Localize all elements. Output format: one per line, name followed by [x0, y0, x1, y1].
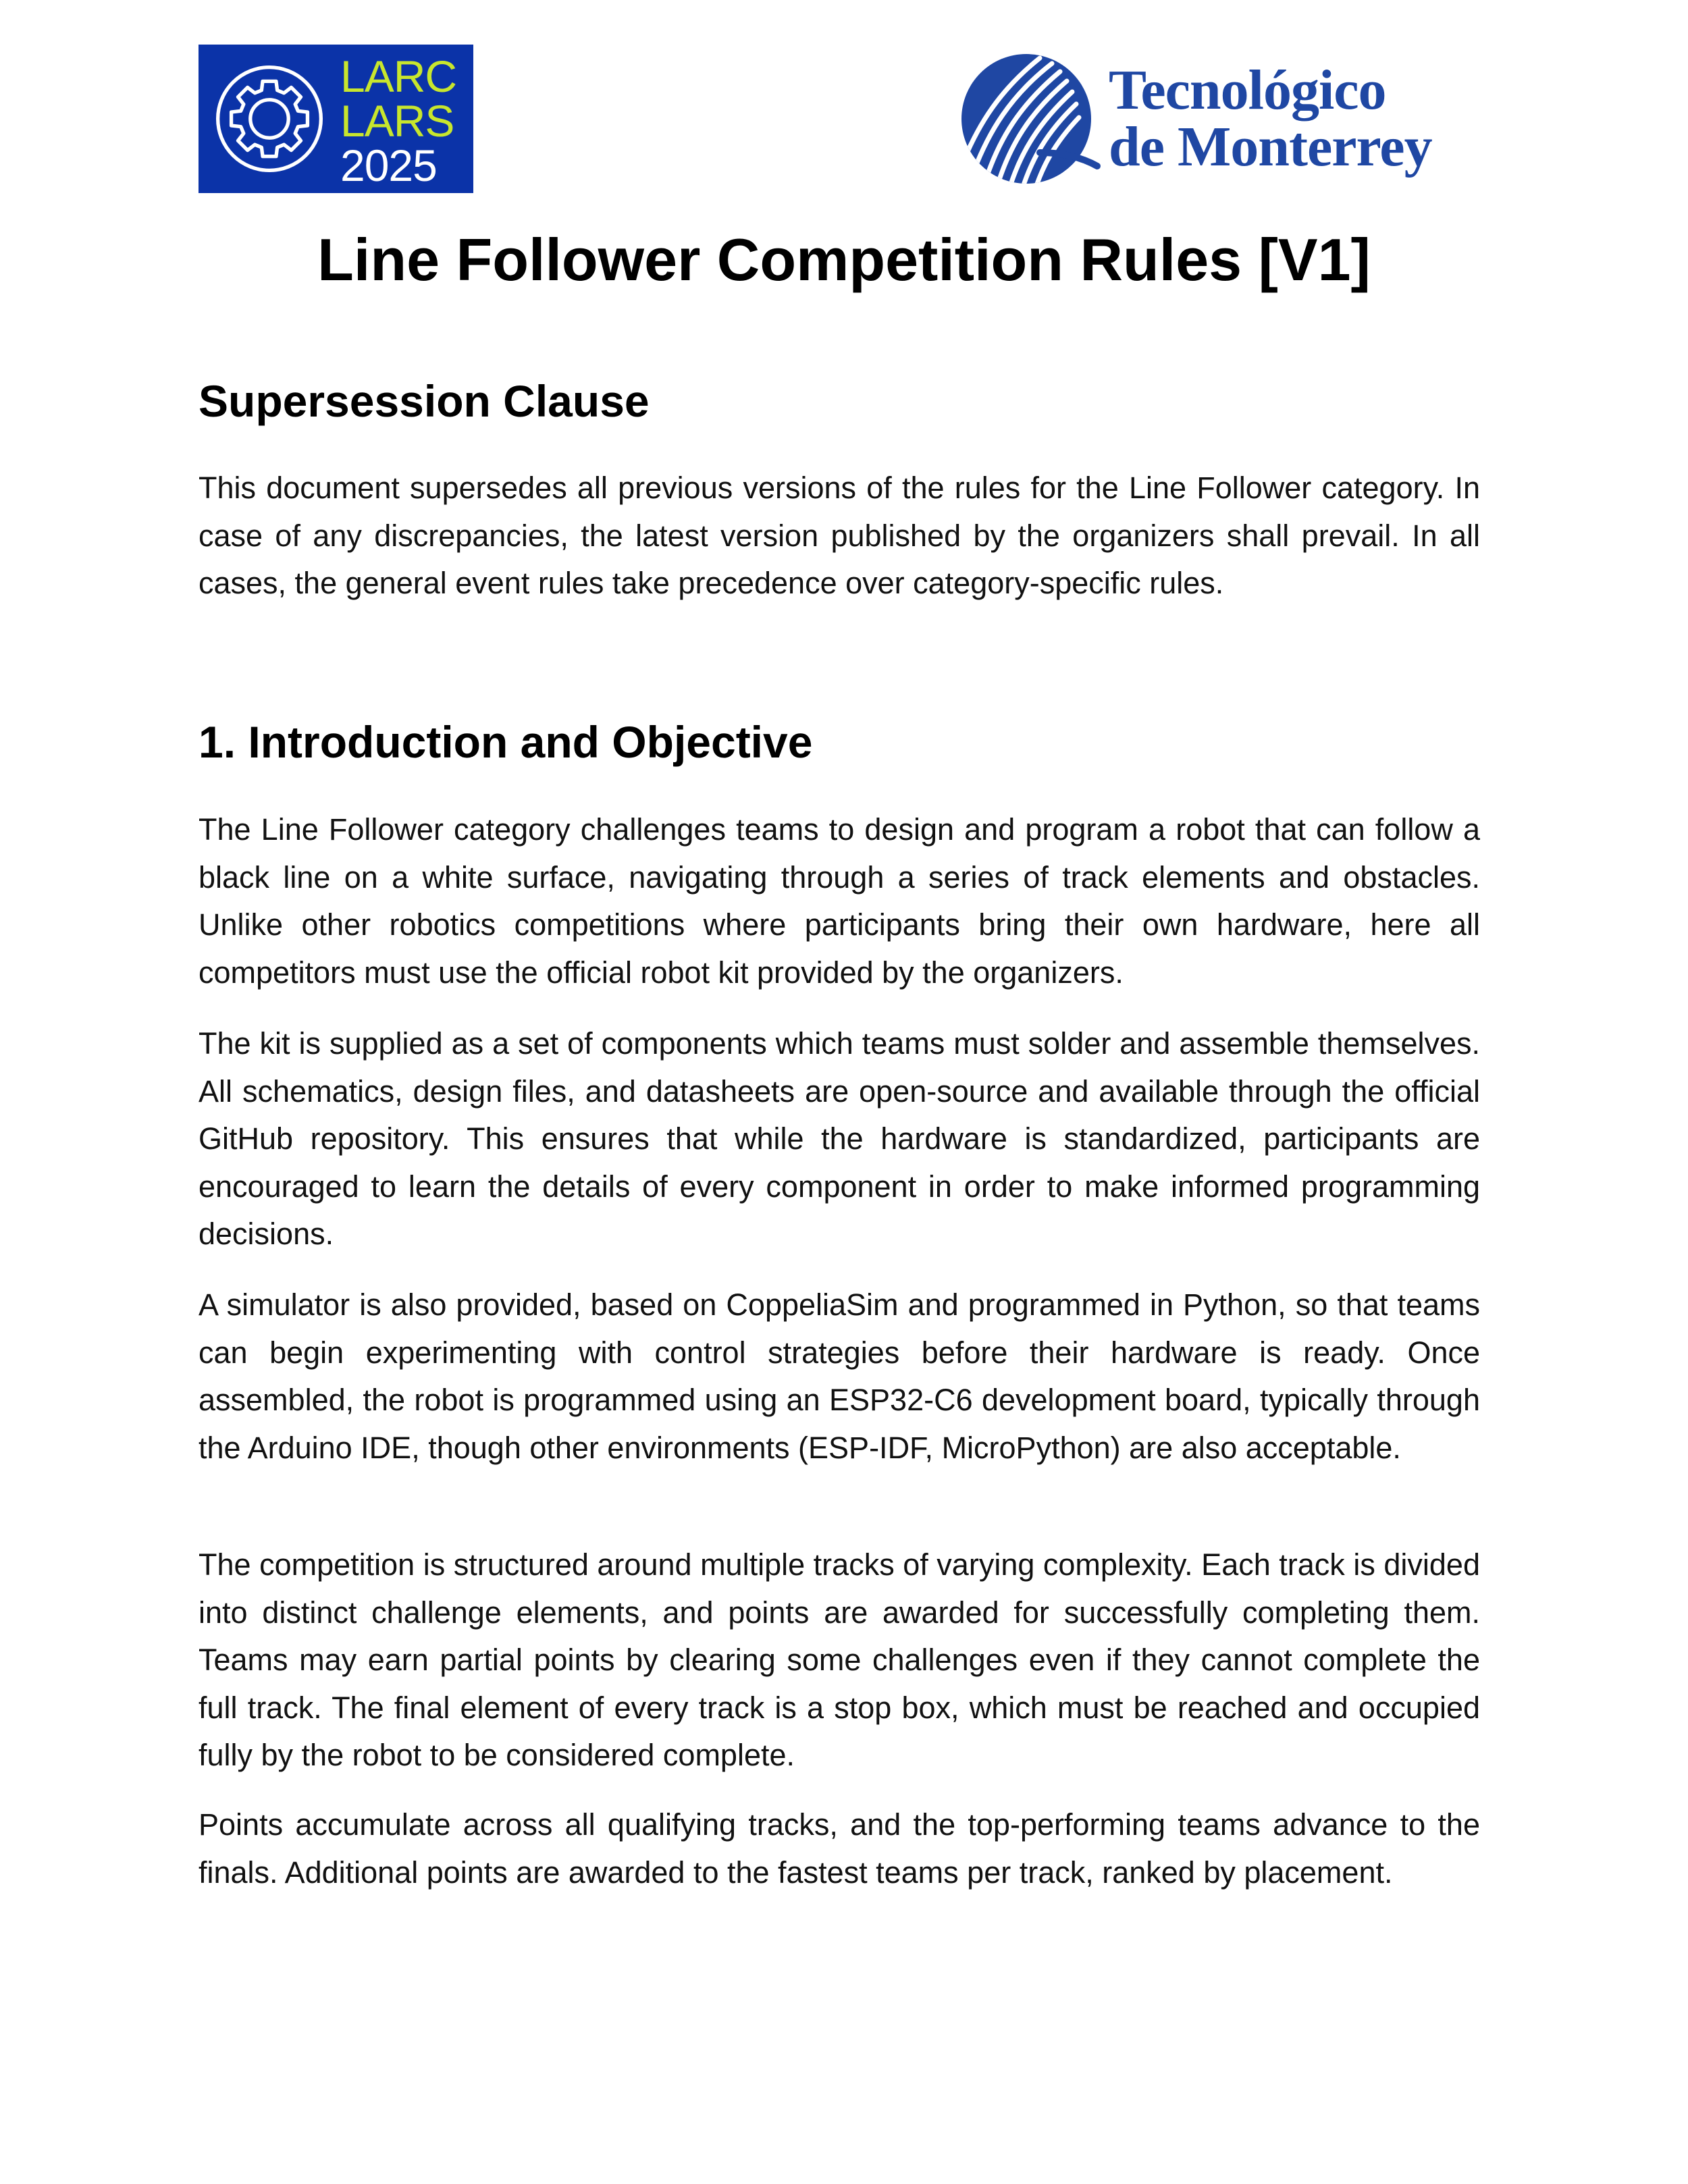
larc-logo-line1: LARC [340, 51, 457, 101]
larc-lars-2025-logo [199, 45, 473, 193]
introduction-paragraph-2: The kit is supplied as a set of components which teams must solder and assemble themselves. All schematics, design files, and datasheets are open-source and available through the official GitHub repository. This ensures that while the hardware is standardized, participants are encouraged to learn the details of every component in order to make informed programming decisions. [199, 1026, 1480, 1251]
section-heading-introduction: 1. Introduction and Objective [199, 717, 813, 767]
larc-logo-line3: 2025 [340, 140, 437, 190]
introduction-paragraph-3: A simulator is also provided, based on CoppeliaSim and programmed in Python, so that teams can begin experimenting with control strategies before their hardware is ready. Once assembled, the robot is programmed using an ESP32-C6 development board, typically through the Arduino IDE, though other environments (ESP-IDF, MicroPython) are also acceptable. [199, 1287, 1480, 1465]
tec-logo-line2: de Monterrey [1109, 115, 1432, 178]
introduction-paragraph-1: The Line Follower category challenges teams to design and program a robot that can follow a black line on a white surface, navigating through a series of track elements and obstacles. Unlike other robotics competitions where participants bring their own hardware, here all competitors must use the official robot kit provided by the organizers. [199, 812, 1480, 990]
introduction-paragraph-4: The competition is structured around multiple tracks of varying complexity. Each track is divided into distinct challenge elements, and points are awarded for successfully completing them. Teams may earn partial points by clearing some challenges even if they cannot complete the full track. The final element of every track is a stop box, which must be reached and occupied fully by the robot to be considered complete. [199, 1547, 1480, 1772]
larc-logo-line2: LARS [340, 96, 454, 146]
introduction-paragraph-5: Points accumulate across all qualifying tracks, and the top-performing teams advance to the finals. Additional points are awarded to the fastest teams per track, ranked by placement. [199, 1807, 1480, 1890]
tec-emblem-icon [959, 51, 1102, 186]
section-heading-supersession: Supersession Clause [199, 376, 650, 426]
gear-icon [213, 63, 325, 175]
tec-de-monterrey-logo [959, 49, 1472, 190]
document-title: Line Follower Competition Rules [V1] [317, 226, 1371, 293]
tec-logo-line1: Tecnológico [1109, 59, 1386, 122]
supersession-paragraph: This document supersedes all previous versions of the rules for the Line Follower category. In case of any discrepancies, the latest version published by the organizers shall prevail. In all cases, the general event rules take precedence over category-specific rules. [199, 471, 1480, 600]
